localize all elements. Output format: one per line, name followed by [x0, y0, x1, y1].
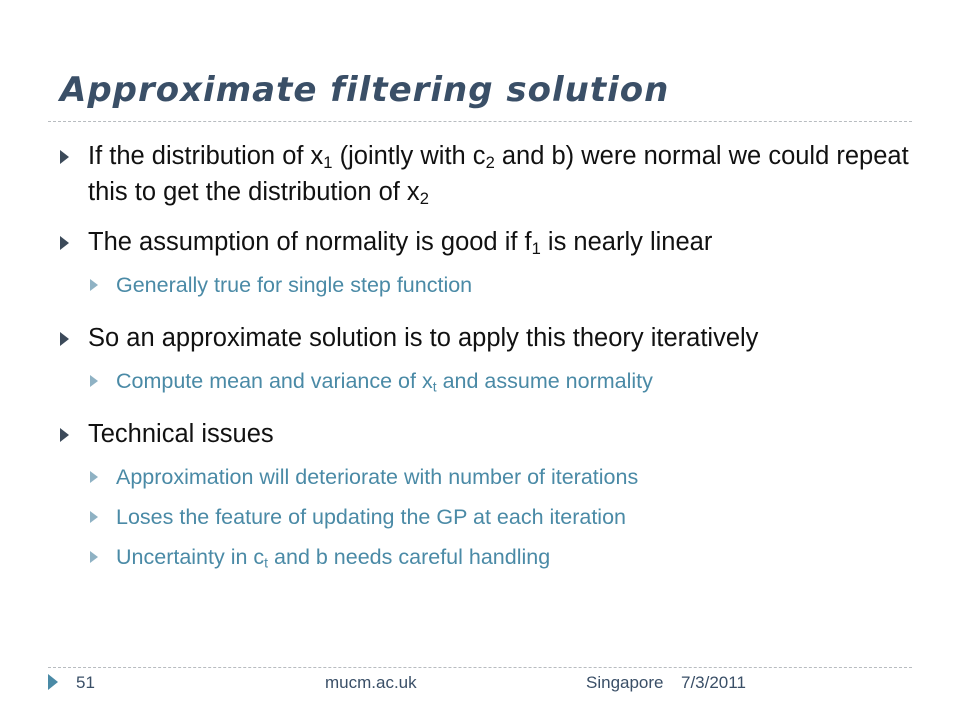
subscript: 2 [419, 189, 429, 209]
bullet-text: Technical issues [88, 420, 274, 448]
bullet-arrow-icon [90, 279, 98, 291]
bullet-text: and b needs careful handling [268, 545, 551, 569]
bullet-text: The assumption of normality is good if f [88, 228, 532, 256]
bullet-text: If the distribution of x [88, 142, 324, 170]
bullet-arrow-icon [60, 150, 69, 164]
footer-location: Singapore [586, 673, 664, 692]
bullet-arrow-icon [60, 332, 69, 346]
bullet-text: is nearly linear [540, 228, 713, 256]
page-number: 51 [76, 673, 95, 692]
sub-bullet-item [60, 462, 920, 492]
bullet-arrow-icon [90, 551, 98, 563]
footer-date: 7/3/2011 [681, 673, 746, 692]
bullet-text: (jointly with c [332, 142, 486, 170]
bullet-text: Uncertainty in c [116, 545, 265, 569]
bullet-item [60, 224, 920, 260]
bullet-text: So an approximate solution is to apply this theory iteratively [88, 324, 759, 352]
bullet-arrow-icon [90, 511, 98, 523]
bullet-text: Loses the feature of updating the GP at each iteration [116, 505, 626, 529]
bullet-item [60, 138, 920, 210]
sub-bullet-item [60, 502, 920, 532]
bullet-text: Compute mean and variance of x [116, 369, 433, 393]
bullet-item [60, 320, 920, 356]
bullet-arrow-icon [60, 236, 69, 250]
sub-bullet-item [60, 542, 920, 572]
sub-bullet-item [60, 270, 920, 300]
subscript: 2 [485, 153, 495, 173]
footer-website: mucm.ac.uk [325, 673, 417, 692]
bullet-arrow-icon [60, 428, 69, 442]
bullet-text: Generally true for single step function [116, 273, 473, 297]
footer-divider [48, 667, 912, 668]
bullet-list [60, 138, 920, 572]
bullet-text: and assume normality [436, 369, 653, 393]
bullet-arrow-icon [90, 375, 98, 387]
subscript: t [432, 378, 437, 395]
slide-title: Approximate filtering solution [60, 70, 670, 110]
subscript: t [264, 554, 269, 571]
bullet-text: and b) were normal we could repeat this to get the distribution of x [88, 142, 909, 206]
subscript: 1 [531, 239, 541, 259]
subscript: 1 [323, 153, 333, 173]
title-divider [48, 121, 912, 122]
bullet-arrow-icon [90, 471, 98, 483]
sub-bullet-item [60, 366, 920, 396]
bullet-item [60, 416, 920, 452]
footer-marker-icon [48, 674, 58, 690]
bullet-text: Approximation will deteriorate with number of iterations [116, 465, 639, 489]
